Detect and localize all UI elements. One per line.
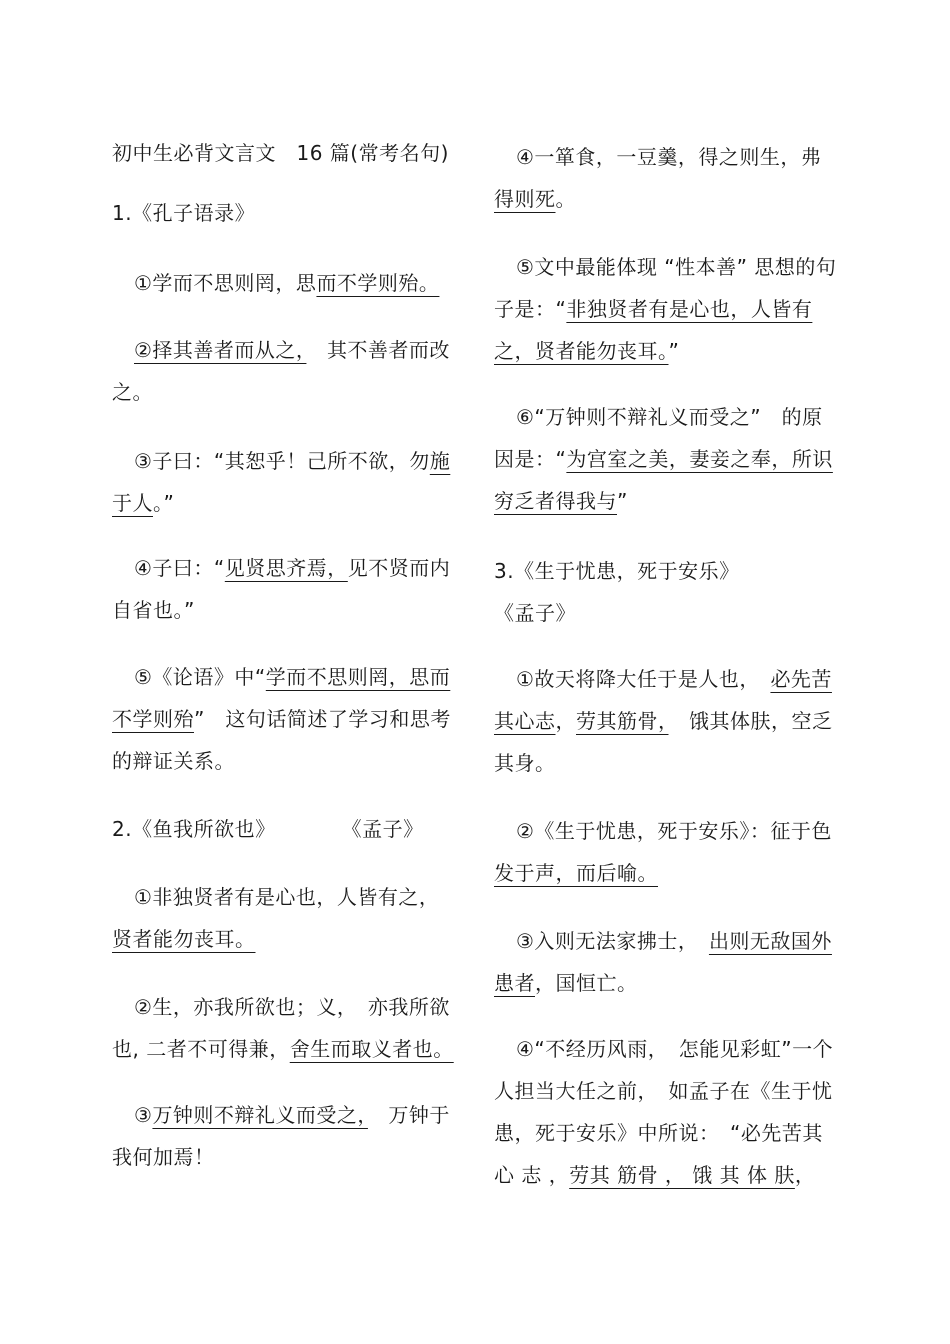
document-title: 初中生必背文言文 16 篇(常考名句) <box>112 141 449 165</box>
quote-3-4: ④“不经历风雨， 怎能见彩虹”一个人担当大任之前， 如孟子在《生于忧患，死于安乐》中所说： “必先苦其 心 志 ，劳其 筋骨 ， 饿 其 体 肤， <box>494 1037 834 1187</box>
quote-2-5: ⑤文中最能体现 “性本善” 思想的句子是：“非独贤者有是心也，人皆有之，贤者能勿丧耳。” <box>494 255 837 363</box>
quote-2-3: ③万钟则不辩礼义而受之， 万钟于我何加焉！ <box>112 1103 450 1169</box>
quote-2-2: ②生，亦我所欲也；义， 亦我所欲也, 二者不可得兼，舍生而取义者也。 <box>112 995 454 1061</box>
section-heading-3: 3.《生于忧患，死于安乐》《孟子》 <box>494 559 740 625</box>
quote-3-3: ③入则无法家拂士， 出则无敌国外患者，国恒亡。 <box>494 929 832 995</box>
quote-2-4: ④一箪食，一豆羹，得之则生，弗得则死。 <box>494 145 822 211</box>
quote-1-3: ③子曰：“其恕乎！己所不欲，勿施于人。” <box>112 449 451 515</box>
quote-1-5: ⑤《论语》中“学而不思则罔，思而不学则殆” 这句话简述了学习和思考的辩证关系。 <box>112 665 451 773</box>
section-heading-1: 1.《孔子语录》 <box>112 201 256 225</box>
quote-1-2: ②择其善者而从之， 其不善者而改之。 <box>112 338 450 404</box>
section-heading-2: 2.《鱼我所欲也》 《孟子》 <box>112 817 424 841</box>
quote-1-1: ①学而不思则罔，思而不学则殆。 <box>134 271 440 295</box>
quote-1-4: ④子曰：“见贤思齐焉，见不贤而内自省也。” <box>112 556 451 622</box>
quote-3-1: ①故天将降大任于是人也， 必先苦其心志，劳其筋骨， 饿其体肤，空乏其身。 <box>494 667 833 775</box>
quote-2-6: ⑥“万钟则不辩礼义而受之” 的原因是：“为宫室之美，妻妾之奉，所识穷乏者得我与” <box>494 405 833 513</box>
quote-3-2: ②《生于忧患，死于安乐》：征于色发于声，而后喻。 <box>494 819 832 885</box>
quote-2-1: ①非独贤者有是心也，人皆有之，贤者能勿丧耳。 <box>112 885 440 951</box>
